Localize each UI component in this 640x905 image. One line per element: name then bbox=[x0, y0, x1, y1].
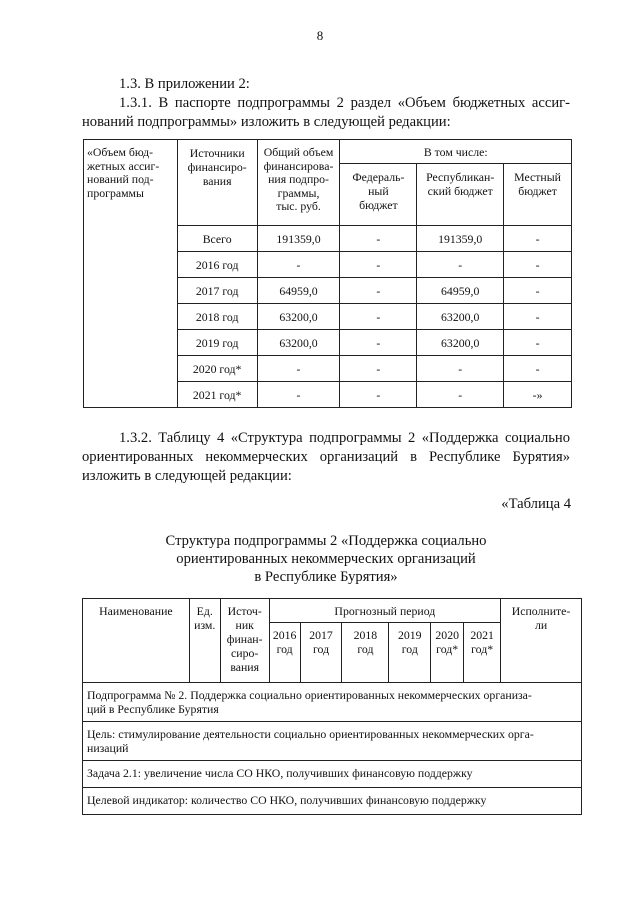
year-2018 bbox=[342, 623, 389, 683]
year-value: 2020 bbox=[435, 628, 459, 642]
header-sources-line: финансиро- bbox=[187, 160, 247, 174]
row-local: - bbox=[504, 278, 572, 304]
year-2016 bbox=[269, 623, 300, 683]
col-unit-line: изм. bbox=[194, 618, 216, 632]
row-local: - bbox=[504, 330, 572, 356]
row-republic: 63200,0 bbox=[417, 304, 504, 330]
structure-row bbox=[83, 761, 582, 788]
year-value: 2018 bbox=[353, 628, 378, 642]
row-total: - bbox=[257, 252, 340, 278]
year-value: 2017 bbox=[309, 628, 333, 642]
header-republic bbox=[417, 164, 504, 226]
section-1-3-heading: 1.3. В приложении 2: bbox=[119, 76, 250, 92]
row-republic: 191359,0 bbox=[417, 226, 504, 252]
section-1-3-1-line2: нований подпрограммы» изложить в следующей редакции: bbox=[82, 114, 451, 130]
task-cell bbox=[83, 761, 582, 788]
header-local-line: бюджет bbox=[518, 184, 557, 198]
header-federal-line: Федераль- bbox=[352, 170, 405, 184]
indicator-line: Целевой индикатор: количество СО НКО, получивших финансовую поддержку bbox=[87, 793, 487, 807]
row-source: Всего bbox=[177, 226, 257, 252]
header-total-line: Общий объем bbox=[263, 145, 334, 159]
col-executor-line: ли bbox=[534, 618, 548, 632]
year-2021 bbox=[464, 623, 501, 683]
row-republic: 64959,0 bbox=[417, 278, 504, 304]
row-total: 63200,0 bbox=[257, 330, 340, 356]
col-unit bbox=[189, 599, 220, 683]
task-line: Задача 2.1: увеличение числа СО НКО, получивших финансовую поддержку bbox=[87, 766, 473, 780]
row-federal: - bbox=[340, 226, 417, 252]
year-value: 2021 bbox=[470, 628, 494, 642]
row-republic: - bbox=[417, 356, 504, 382]
row-federal: - bbox=[340, 304, 417, 330]
structure-row bbox=[83, 788, 582, 815]
goal-cell bbox=[83, 722, 582, 761]
subprogram-line: Подпрограмма № 2. Поддержка социально ориентированных некоммерческих организа- bbox=[87, 688, 532, 702]
structure-row bbox=[83, 683, 582, 722]
header-total-line: граммы, bbox=[277, 185, 320, 200]
section-1-3-1-line1: 1.3.1. В паспорте подпрограммы 2 раздел «Объем бюджетных ассиг- bbox=[119, 95, 570, 111]
col-source-line: финан- bbox=[226, 632, 263, 646]
row-local: -» bbox=[504, 382, 572, 408]
year-2020 bbox=[431, 623, 464, 683]
budget-label-line: «Объем бюд- bbox=[87, 145, 154, 159]
structure-row bbox=[83, 722, 582, 761]
year-suffix: год bbox=[276, 642, 293, 656]
header-including: В том числе: bbox=[340, 140, 572, 164]
row-source: 2016 год bbox=[177, 252, 257, 278]
section-1-3-2-line1: 1.3.2. Таблицу 4 «Структура подпрограммы 2 «Поддержка социально bbox=[119, 430, 570, 446]
section-1-3-2-line3: изложить в следующей редакции: bbox=[82, 468, 292, 484]
structure-table bbox=[82, 598, 582, 815]
header-republic-line: ский бюджет bbox=[427, 184, 493, 198]
budget-label-line: программы bbox=[87, 185, 144, 200]
col-source-line: сиро- bbox=[231, 646, 259, 660]
row-local: - bbox=[504, 356, 572, 382]
col-executor bbox=[501, 599, 582, 683]
page-number: 8 bbox=[316, 28, 324, 43]
row-local: - bbox=[504, 252, 572, 278]
year-value: 2016 bbox=[272, 628, 297, 642]
header-total-line: финансирова- bbox=[263, 158, 334, 173]
goal-line: Цель: стимулирование деятельности социально ориентированных некоммерческих орга- bbox=[87, 727, 534, 741]
row-source: 2018 год bbox=[177, 304, 257, 330]
year-suffix: год bbox=[401, 642, 418, 656]
col-source-line: ник bbox=[235, 618, 254, 632]
col-source-line: вания bbox=[230, 660, 260, 674]
header-federal-line: бюджет bbox=[359, 198, 398, 212]
row-total: - bbox=[257, 382, 340, 408]
budget-table bbox=[83, 139, 572, 408]
table4-title bbox=[0, 532, 640, 586]
header-total-line: ния подпро- bbox=[268, 172, 329, 186]
budget-label-line: нований под- bbox=[87, 172, 154, 186]
table4-title-line: ориентированных некоммерческих организаций bbox=[176, 551, 476, 567]
row-source: 2019 год bbox=[177, 330, 257, 356]
header-republic-line: Республикан- bbox=[426, 170, 495, 184]
row-total: - bbox=[257, 356, 340, 382]
row-total: 191359,0 bbox=[257, 226, 340, 252]
year-2017 bbox=[300, 623, 342, 683]
col-forecast: Прогнозный период bbox=[269, 599, 500, 623]
budget-label-line: жетных ассиг- bbox=[87, 158, 160, 173]
header-sources-line: Источники bbox=[189, 146, 245, 160]
year-2019 bbox=[389, 623, 431, 683]
section-1-3-2-line2: ориентированных некоммерческих организаций в Республике Бурятия» bbox=[82, 449, 570, 465]
row-republic: - bbox=[417, 382, 504, 408]
subprogram-cell bbox=[83, 683, 582, 722]
header-sources-line: вания bbox=[202, 174, 232, 188]
row-republic: - bbox=[417, 252, 504, 278]
year-value: 2019 bbox=[397, 628, 422, 642]
header-federal-line: ный bbox=[368, 184, 389, 198]
col-executor-line: Исполните- bbox=[511, 604, 571, 618]
goal-line: низаций bbox=[87, 741, 129, 755]
row-republic: 63200,0 bbox=[417, 330, 504, 356]
subprogram-line: ций в Республике Бурятия bbox=[87, 702, 219, 716]
table4-title-line: в Республике Бурятия» bbox=[254, 569, 398, 585]
row-federal: - bbox=[340, 330, 417, 356]
row-source: 2017 год bbox=[177, 278, 257, 304]
row-federal: - bbox=[340, 356, 417, 382]
indicator-cell bbox=[83, 788, 582, 815]
row-federal: - bbox=[340, 252, 417, 278]
year-suffix: год bbox=[357, 642, 374, 656]
col-source-line: Источ- bbox=[227, 604, 262, 618]
row-source: 2021 год* bbox=[177, 382, 257, 408]
header-local-line: Местный bbox=[514, 170, 561, 184]
year-suffix: год* bbox=[436, 642, 459, 656]
row-total: 64959,0 bbox=[257, 278, 340, 304]
col-source bbox=[220, 599, 269, 683]
table4-title-line: Структура подпрограммы 2 «Поддержка социально bbox=[165, 533, 487, 549]
header-total-line: тыс. руб. bbox=[276, 199, 321, 213]
budget-label-cell bbox=[84, 140, 178, 408]
header-federal bbox=[340, 164, 417, 226]
row-total: 63200,0 bbox=[257, 304, 340, 330]
year-suffix: год bbox=[312, 642, 330, 656]
header-total bbox=[257, 140, 340, 226]
table4-label: «Таблица 4 bbox=[501, 496, 571, 512]
header-local bbox=[504, 164, 572, 226]
row-source: 2020 год* bbox=[177, 356, 257, 382]
year-suffix: год* bbox=[471, 642, 494, 656]
row-local: - bbox=[504, 226, 572, 252]
col-name: Наименование bbox=[83, 599, 190, 683]
row-local: - bbox=[504, 304, 572, 330]
row-federal: - bbox=[340, 278, 417, 304]
row-federal: - bbox=[340, 382, 417, 408]
header-sources bbox=[177, 140, 257, 226]
col-unit-line: Ед. bbox=[196, 604, 213, 618]
